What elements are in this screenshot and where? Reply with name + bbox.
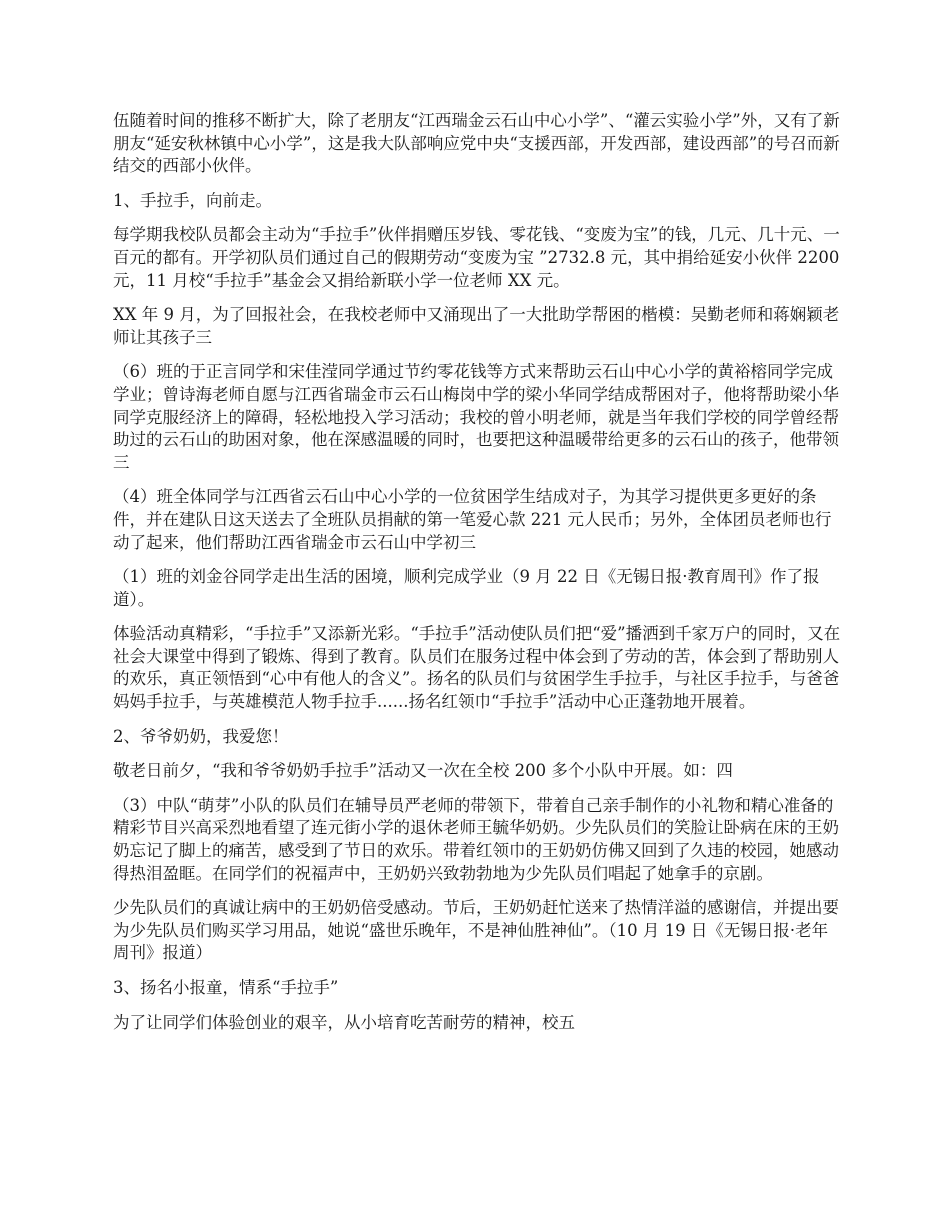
paragraph-experience: 体验活动真精彩，“手拉手”又添新光彩。“手拉手”活动使队员们把“爱”播洒到千家万户的同时，又在社会大课堂中得到了锻炼、得到了教育。队员们在服务过程中体会到了劳动的苦，体会到了帮助别人的欢乐，真正领悟到“心中有他人的含义”。扬名的队员们与贫困学生手拉手，与社区手拉手，与爸爸妈妈手拉手，与英雄模范人物手拉手......扬名红领巾“手拉手”活动中心正蓬勃地开展着。 <box>113 624 841 712</box>
paragraph-class-4: （4）班全体同学与江西省云石山中心小学的一位贫困学生结成对子，为其学习提供更多更好的条件，并在建队日这天送去了全班队员捐献的第一笔爱心款 221 元人民币；另外，全体团员老师也行动了起来，他们帮助江西省瑞金市云石山中学初三 <box>113 487 832 552</box>
section-heading-3: 3、扬名小报童，情系“手拉手” <box>113 978 339 997</box>
section-heading-1: 1、手拉手，向前走。 <box>113 190 272 210</box>
section-heading-2: 2、爷爷奶奶，我爱您！ <box>113 726 289 746</box>
paragraph-class-1: （1）班的刘金谷同学走出生活的困境，顺利完成学业（9 月 22 日《无锡日报·教育周刊》作了报道）。 <box>113 567 820 609</box>
paragraph-donations: 每学期我校队员都会主动为“手拉手”伙伴捐赠压岁钱、零花钱、“变废为宝”的钱，几元、几十元、一百元的都有。开学初队员们通过自己的假期劳动“变废为宝 ”2732.8 元，其中捐给延安小伙伴 2200 元，11 月校“手拉手”基金会又捐给新联小学一位老师 XX 元。 <box>113 225 840 290</box>
document-body <box>113 110 843 1046</box>
paragraph-intro-continuation: 伍随着时间的推移不断扩大，除了老朋友“江西瑞金云石山中心小学”、“灌云实验小学”外，又有了新朋友“延安秋林镇中心小学”，这是我大队部响应党中央“支援西部，开发西部，建设西部”的号召而新结交的西部小伙伴。 <box>113 111 840 176</box>
paragraph-squad-visit: （3）中队“萌芽”小队的队员们在辅导员严老师的带领下，带着自己亲手制作的小礼物和精心准备的精彩节目兴高采烈地看望了连元街小学的退休老师王毓华奶奶。少先队员们的笑脸让卧病在床的王奶奶忘记了脚上的痛苦，感受到了节日的欢乐。带着红领巾的王奶奶仿佛又回到了久违的校园，她感动得热泪盈眶。在同学们的祝福声中，王奶奶兴致勃勃地为少先队员们唱起了她拿手的京剧。 <box>113 795 839 883</box>
paragraph-newsboy: 为了让同学们体验创业的艰辛，从小培育吃苦耐劳的精神，校五 <box>113 1012 575 1032</box>
paragraph-teachers-models: XX 年 9 月，为了回报社会，在我校老师中又涌现出了一大批助学帮困的楷模：吴勤老师和蒋娴颖老师让其孩子三 <box>113 305 840 347</box>
paragraph-elderly-day: 敬老日前夕，“我和爷爷奶奶手拉手”活动又一次在全校 200 多个小队中开展。如：四 <box>113 761 733 781</box>
paragraph-class-6: （6）班的于正言同学和宋佳滢同学通过节约零花钱等方式来帮助云石山中心小学的黄裕榕同学完成学业；曾诗海老师自愿与江西省瑞金市云石山梅岗中学的梁小华同学结成帮困对子，他将帮助梁小华同学克服经济上的障碍，轻松地投入学习活动；我校的曾小明老师，就是当年我们学校的同学曾经帮助过的云石山的助困对象，他在深感温暖的同时，也要把这种温暖带给更多的云石山的孩子，他带领三 <box>113 362 839 472</box>
paragraph-grandma-thanks: 少先队员们的真诚让病中的王奶奶倍受感动。节后，王奶奶赶忙送来了热情洋溢的感谢信，并提出要为少先队员们购买学习用品，她说“盛世乐晚年，不是神仙胜神仙”。（10 月 19 日《无锡日报·老年周刊》报道） <box>113 898 839 963</box>
